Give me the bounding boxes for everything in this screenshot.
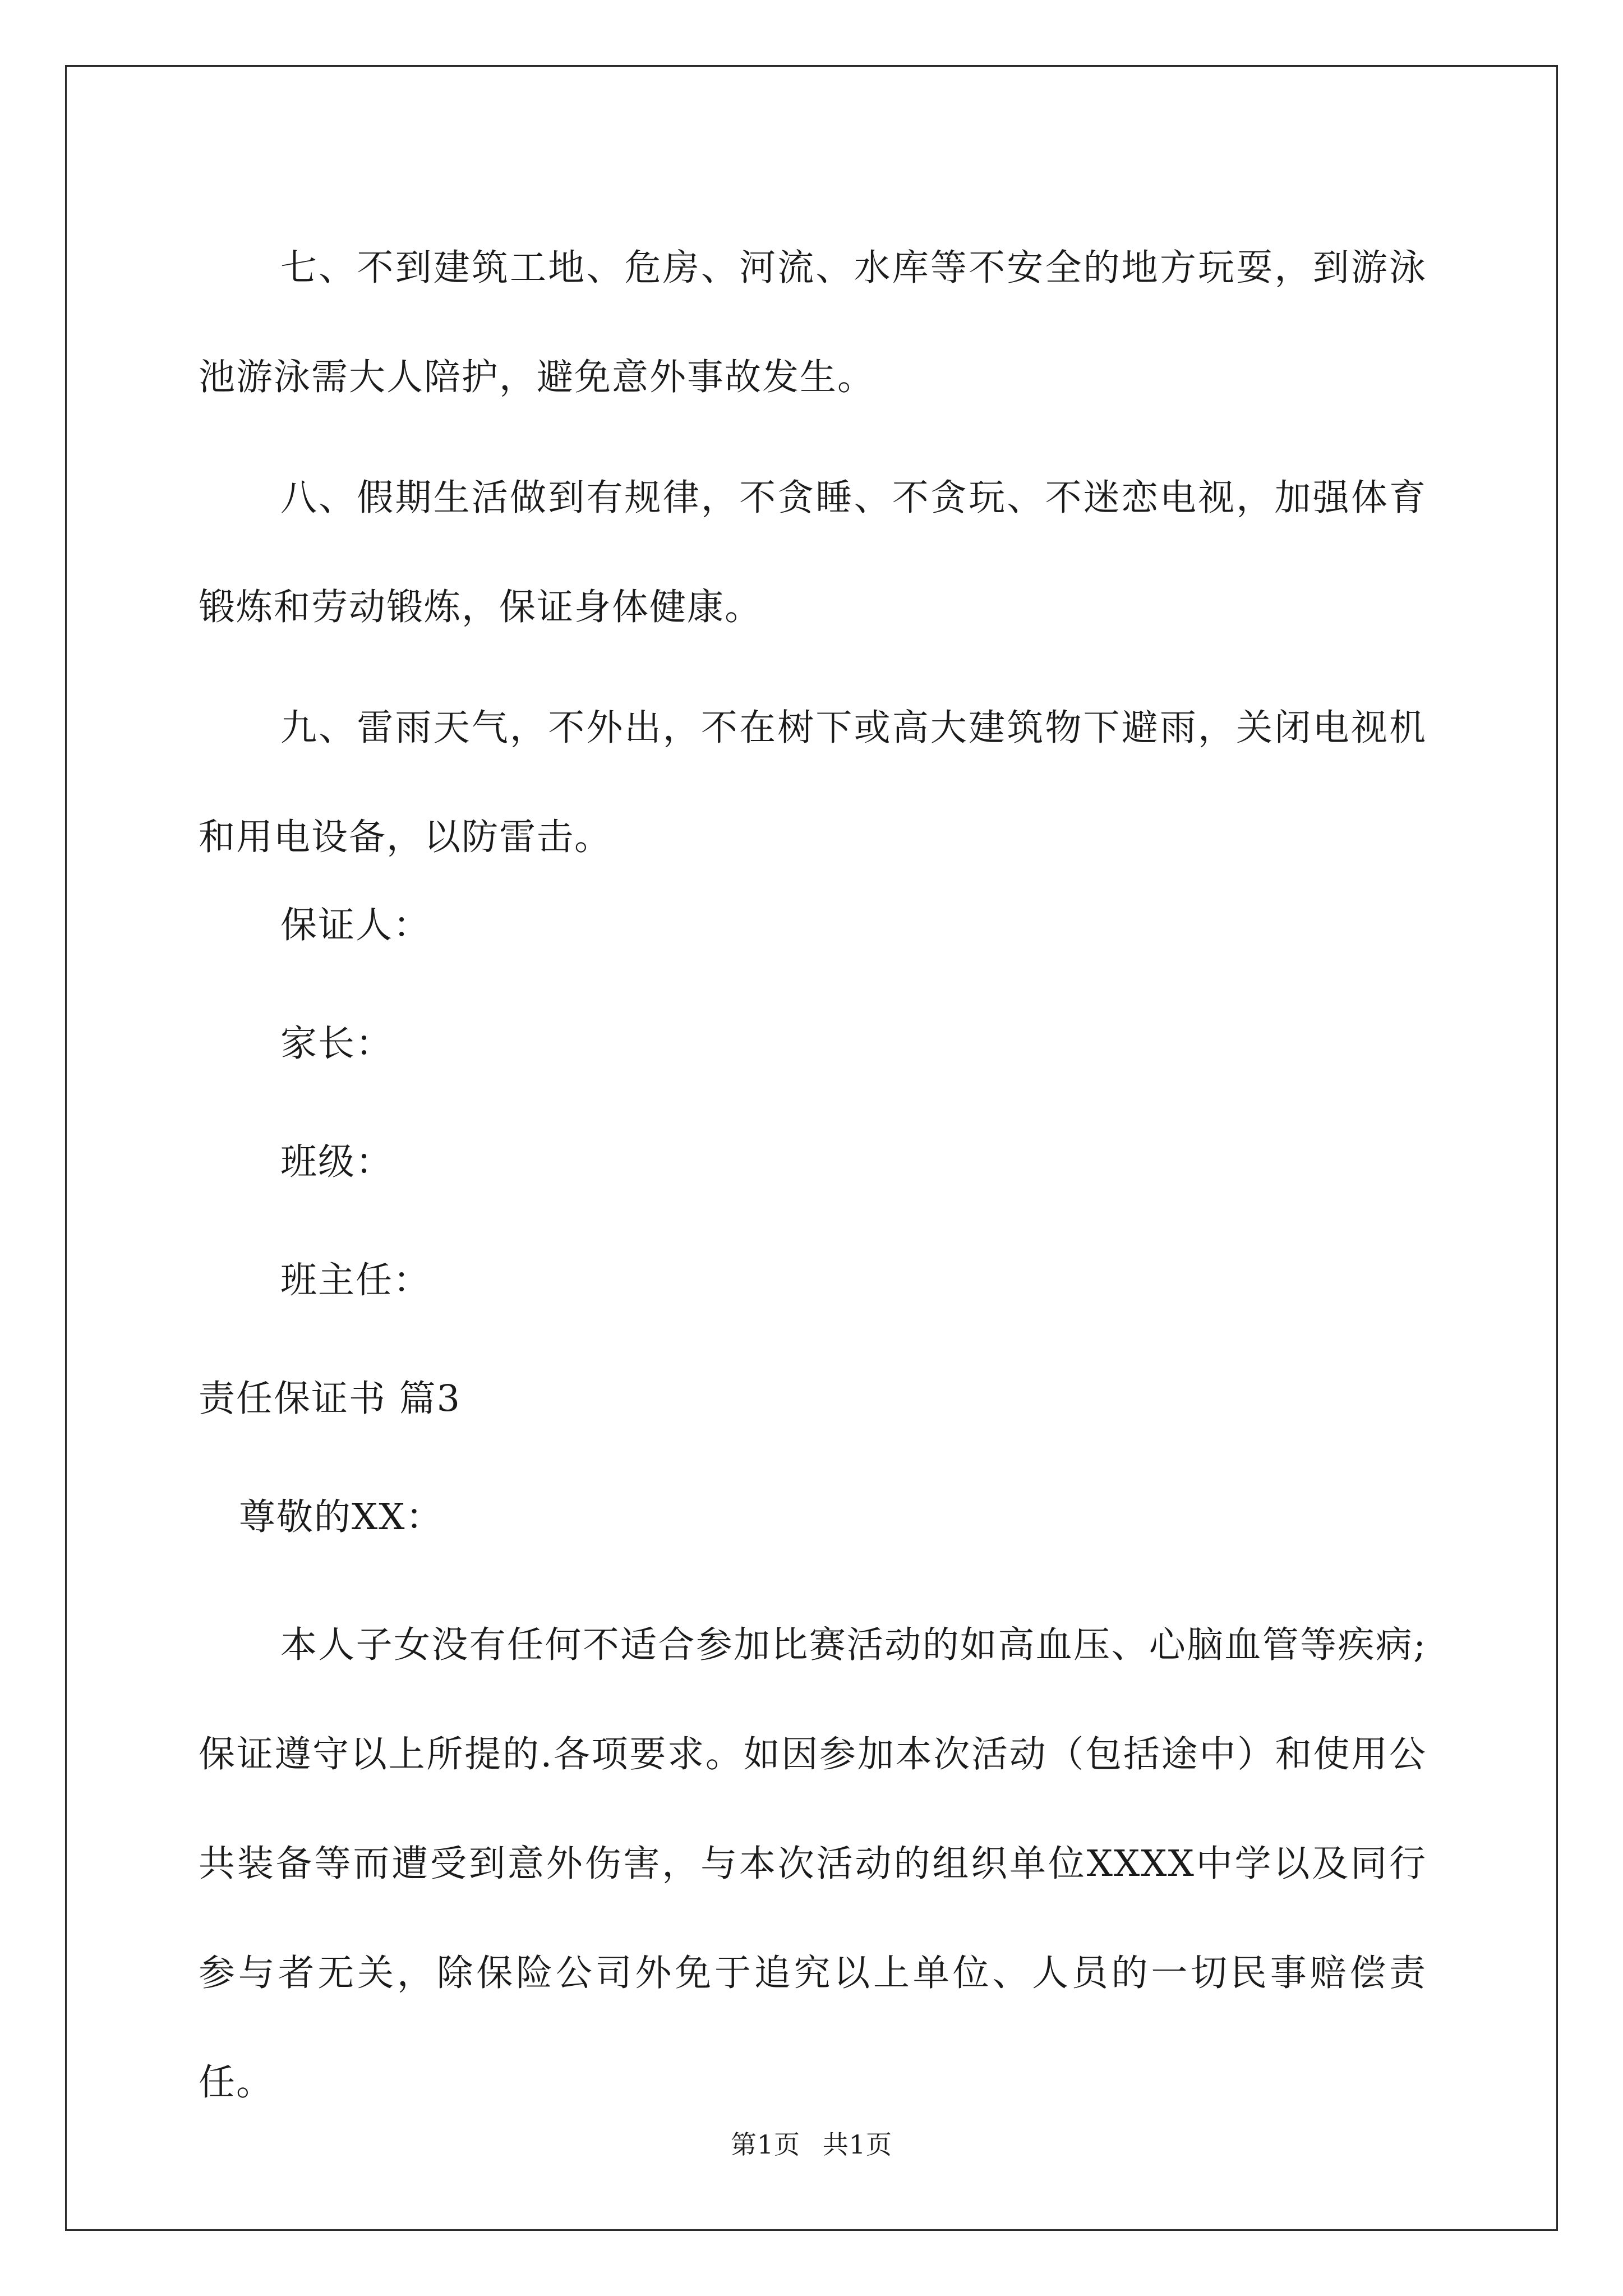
guarantor-signature-line: 保证人： (280, 904, 431, 946)
greeting: 尊敬的XX： (239, 1496, 444, 1538)
page-number-current: 第1页 (730, 2129, 801, 2160)
section-title: 责任保证书 篇3 (199, 1378, 462, 1420)
paragraph-seven: 七、不到建筑工地、危房、河流、水库等不安全的地方玩耍，到游泳池游泳需大人陪护，避免意外事故发生。 (199, 247, 1427, 398)
paragraph-eight: 八、假期生活做到有规律，不贪睡、不贪玩、不迷恋电视，加强体育锻炼和劳动锻炼，保证身体健康。 (199, 477, 1427, 628)
parent-signature-line: 家长： (280, 1023, 394, 1065)
page-footer (0, 2124, 1623, 2161)
class-signature-line: 班级： (280, 1141, 394, 1183)
page-number-total: 共1页 (822, 2129, 893, 2160)
paragraph-nine: 九、雷雨天气，不外出，不在树下或高大建筑物下避雨，关闭电视机和用电设备，以防雷击。 (199, 707, 1427, 858)
document-body (199, 213, 1427, 2148)
head-teacher-signature-line: 班主任： (280, 1259, 431, 1301)
statement-body: 本人子女没有任何不适合参加比赛活动的如高血压、心脑血管等疾病;保证遵守以上所提的.各项要求。如因参加本次活动（包括途中）和使用公共装备等而遭受到意外伤害，与本次活动的组织单位XXXX中学以及同行参与者无关，除保险公司外免于追究以上单位、人员的一切民事赔偿责任。 (199, 1624, 1427, 2104)
